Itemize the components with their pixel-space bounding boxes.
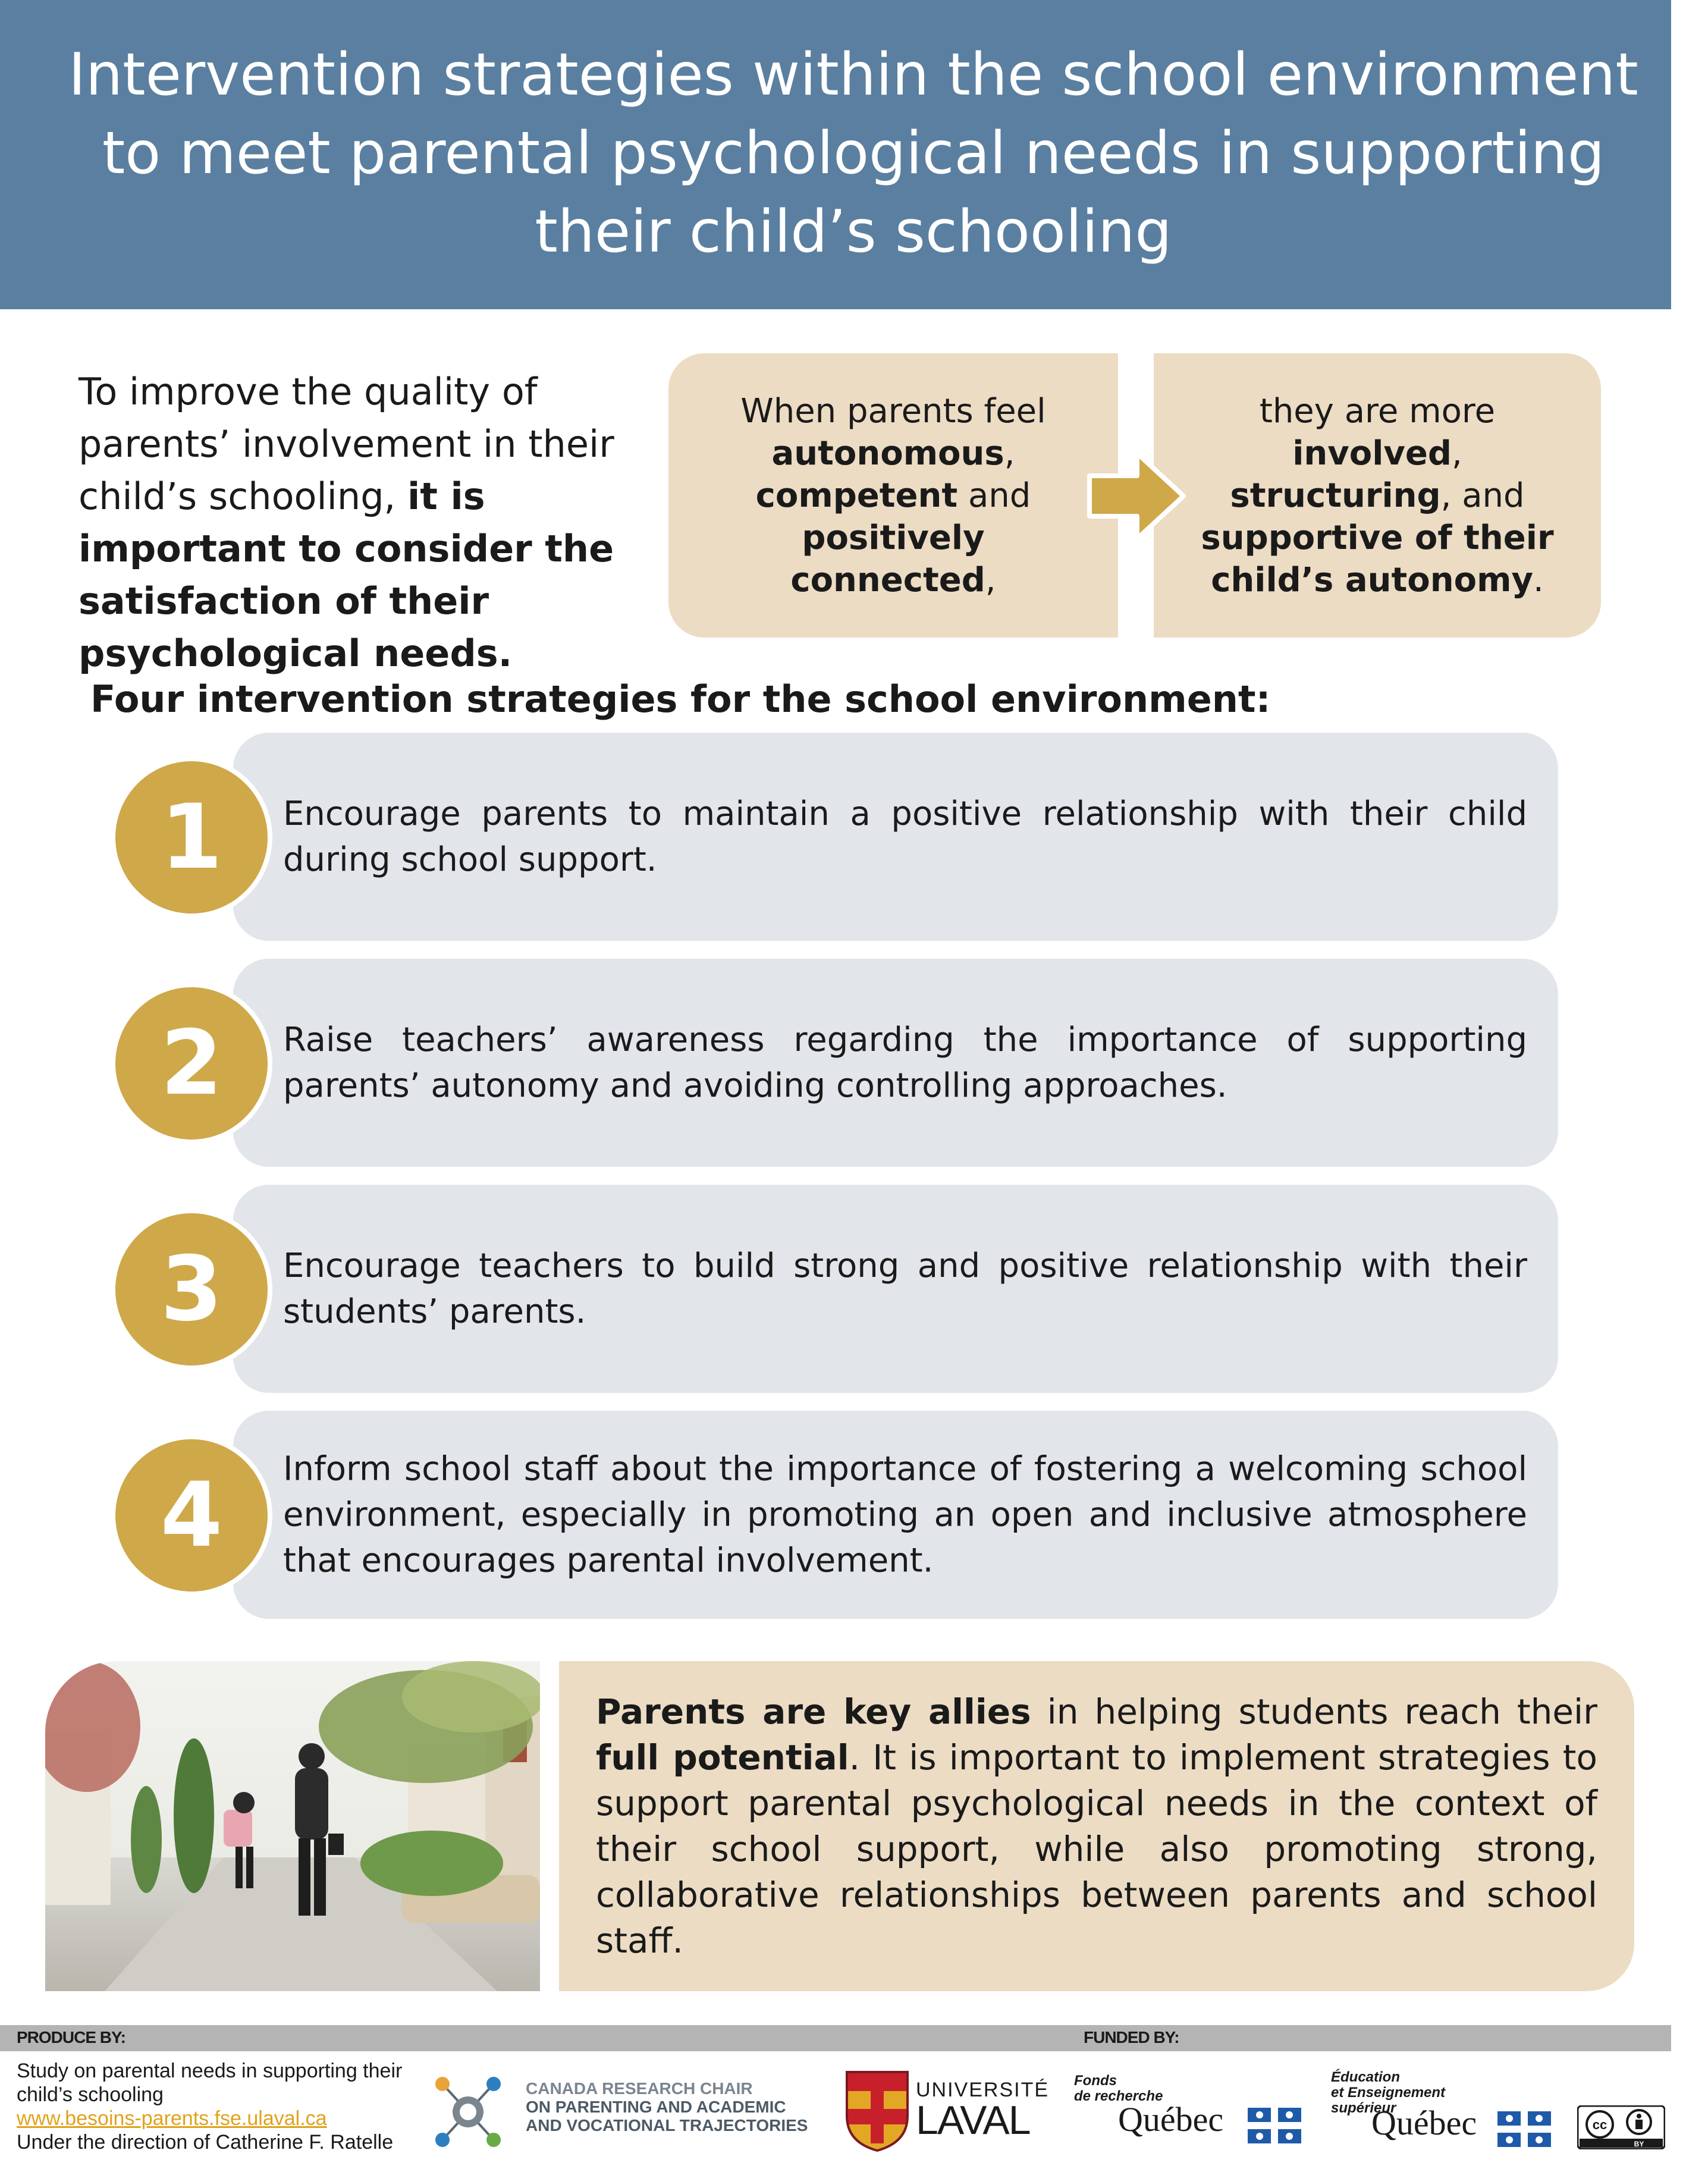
conclusion-full-potential: full potential [596, 1737, 849, 1778]
condition-box [668, 353, 1118, 638]
study-title-line-2: child’s schooling [17, 2083, 164, 2106]
strategy-text-4: Inform school staff about the importance of fostering a welcoming school environment, especially in promoting an open and inclusive atmosphere that encourages parental involvement. [283, 1449, 1527, 1580]
study-website-link[interactable]: www.besoins-parents.fse.ulaval.ca [17, 2107, 327, 2130]
page-title-rest: within the school environment to meet parental psychological needs in supporting their child’s schooling [102, 41, 1638, 266]
study-title-line-1: Study on parental needs in supporting their [17, 2060, 403, 2082]
outcome-text-2: , [1452, 434, 1462, 473]
strategy-number-3: 3 [111, 1209, 272, 1370]
strategies-heading: Four intervention strategies for the school environment: [90, 677, 1271, 721]
intro-paragraph [79, 366, 649, 680]
study-info [17, 2059, 421, 2154]
condition-text-3: and [968, 476, 1031, 515]
funded-by-label: FUNDED BY: [1084, 2028, 1179, 2046]
quebec-flag-icon [1248, 2108, 1301, 2143]
produced-by-label: PRODUCE BY: [17, 2028, 125, 2046]
laval-name: LAVAL [916, 2098, 1030, 2143]
condition-text-2: , [1004, 434, 1015, 473]
header-banner [0, 0, 1671, 309]
intro-lead: To improve the quality of parents’ involvement in their child’s schooling, [79, 370, 614, 518]
quebec-wordmark-2: Québec [1371, 2104, 1477, 2142]
quebec-wordmark-1: Québec [1118, 2100, 1224, 2139]
frq-line-2: de recherche [1074, 2088, 1163, 2104]
crc-line-2: ON PARENTING AND ACADEMIC [526, 2098, 786, 2116]
strategy-number-2: 2 [111, 983, 272, 1144]
strategy-text-2: Raise teachers’ awareness regarding the importance of supporting parents’ autonomy and avoiding controlling approaches. [283, 1021, 1527, 1105]
frq-line-1: Fonds [1074, 2073, 1117, 2089]
ees-line-3: supérieur [1331, 2100, 1396, 2116]
page-title-emphasis: Intervention strategies [68, 41, 734, 109]
laval-logo-text [916, 2079, 1050, 2143]
condition-text-4: , [985, 560, 996, 599]
outcome-text-4: . [1533, 560, 1544, 599]
research-chair-network-logo [429, 2067, 507, 2157]
outcome-text-1: they are more [1259, 391, 1496, 431]
crc-line-3: AND VOCATIONAL TRAJECTORIES [526, 2116, 808, 2135]
strategy-card-2 [233, 959, 1558, 1167]
outcome-box [1154, 353, 1601, 638]
conclusion-text [596, 1689, 1597, 1964]
laval-shield-icon [844, 2070, 910, 2153]
strategy-card-4 [233, 1411, 1558, 1619]
intro-emphasis: it is important to consider the satisfaction of their psychological needs. [79, 475, 614, 675]
conclusion-key-allies: Parents are key allies [596, 1691, 1031, 1732]
parent-child-walking-photo [45, 1661, 540, 1991]
conclusion-text-2: . It is important to implement strategies to support parental psychological needs in the context of their school support, while also promoting strong, collaborative relationships between parents and school staff. [596, 1737, 1597, 1961]
outcome-structuring: structuring [1230, 476, 1441, 515]
conclusion-text-1: in helping students reach their [1047, 1691, 1598, 1732]
ees-line-2: et Enseignement [1331, 2085, 1446, 2101]
outcome-supportive: supportive of their child’s autonomy [1201, 518, 1554, 599]
creative-commons-by-icon [1577, 2105, 1665, 2149]
study-direction: Under the direction of Catherine F. Ratelle [17, 2131, 394, 2154]
strategy-number-4: 4 [111, 1435, 272, 1596]
cc-text: cc [1592, 2117, 1607, 2132]
condition-competent: competent [755, 476, 958, 515]
research-chair-name [526, 2079, 808, 2135]
strategy-text-3: Encourage teachers to build strong and positive relationship with their students’ parents. [283, 1247, 1527, 1331]
strategy-number-1: 1 [111, 757, 272, 918]
laval-universite: UNIVERSITÉ [916, 2079, 1050, 2101]
condition-text-1: When parents feel [740, 391, 1046, 431]
footer-bar [0, 2025, 1671, 2051]
conclusion-box [559, 1661, 1634, 1991]
strategy-card-3 [233, 1185, 1558, 1393]
crc-line-1: CANADA RESEARCH CHAIR [526, 2079, 753, 2098]
outcome-text-3: , and [1440, 476, 1525, 515]
strategy-card-1 [233, 733, 1558, 941]
condition-connected: positively connected [790, 518, 985, 599]
page-title [36, 36, 1671, 271]
cc-by-text: BY [1634, 2140, 1644, 2148]
outcome-involved: involved [1292, 434, 1452, 473]
ees-line-1: Éducation [1331, 2069, 1401, 2085]
strategy-text-1: Encourage parents to maintain a positive relationship with their child during school support. [283, 795, 1527, 879]
right-arrow-icon [1086, 447, 1187, 545]
quebec-flag-icon [1497, 2111, 1551, 2147]
condition-autonomous: autonomous [771, 434, 1004, 473]
